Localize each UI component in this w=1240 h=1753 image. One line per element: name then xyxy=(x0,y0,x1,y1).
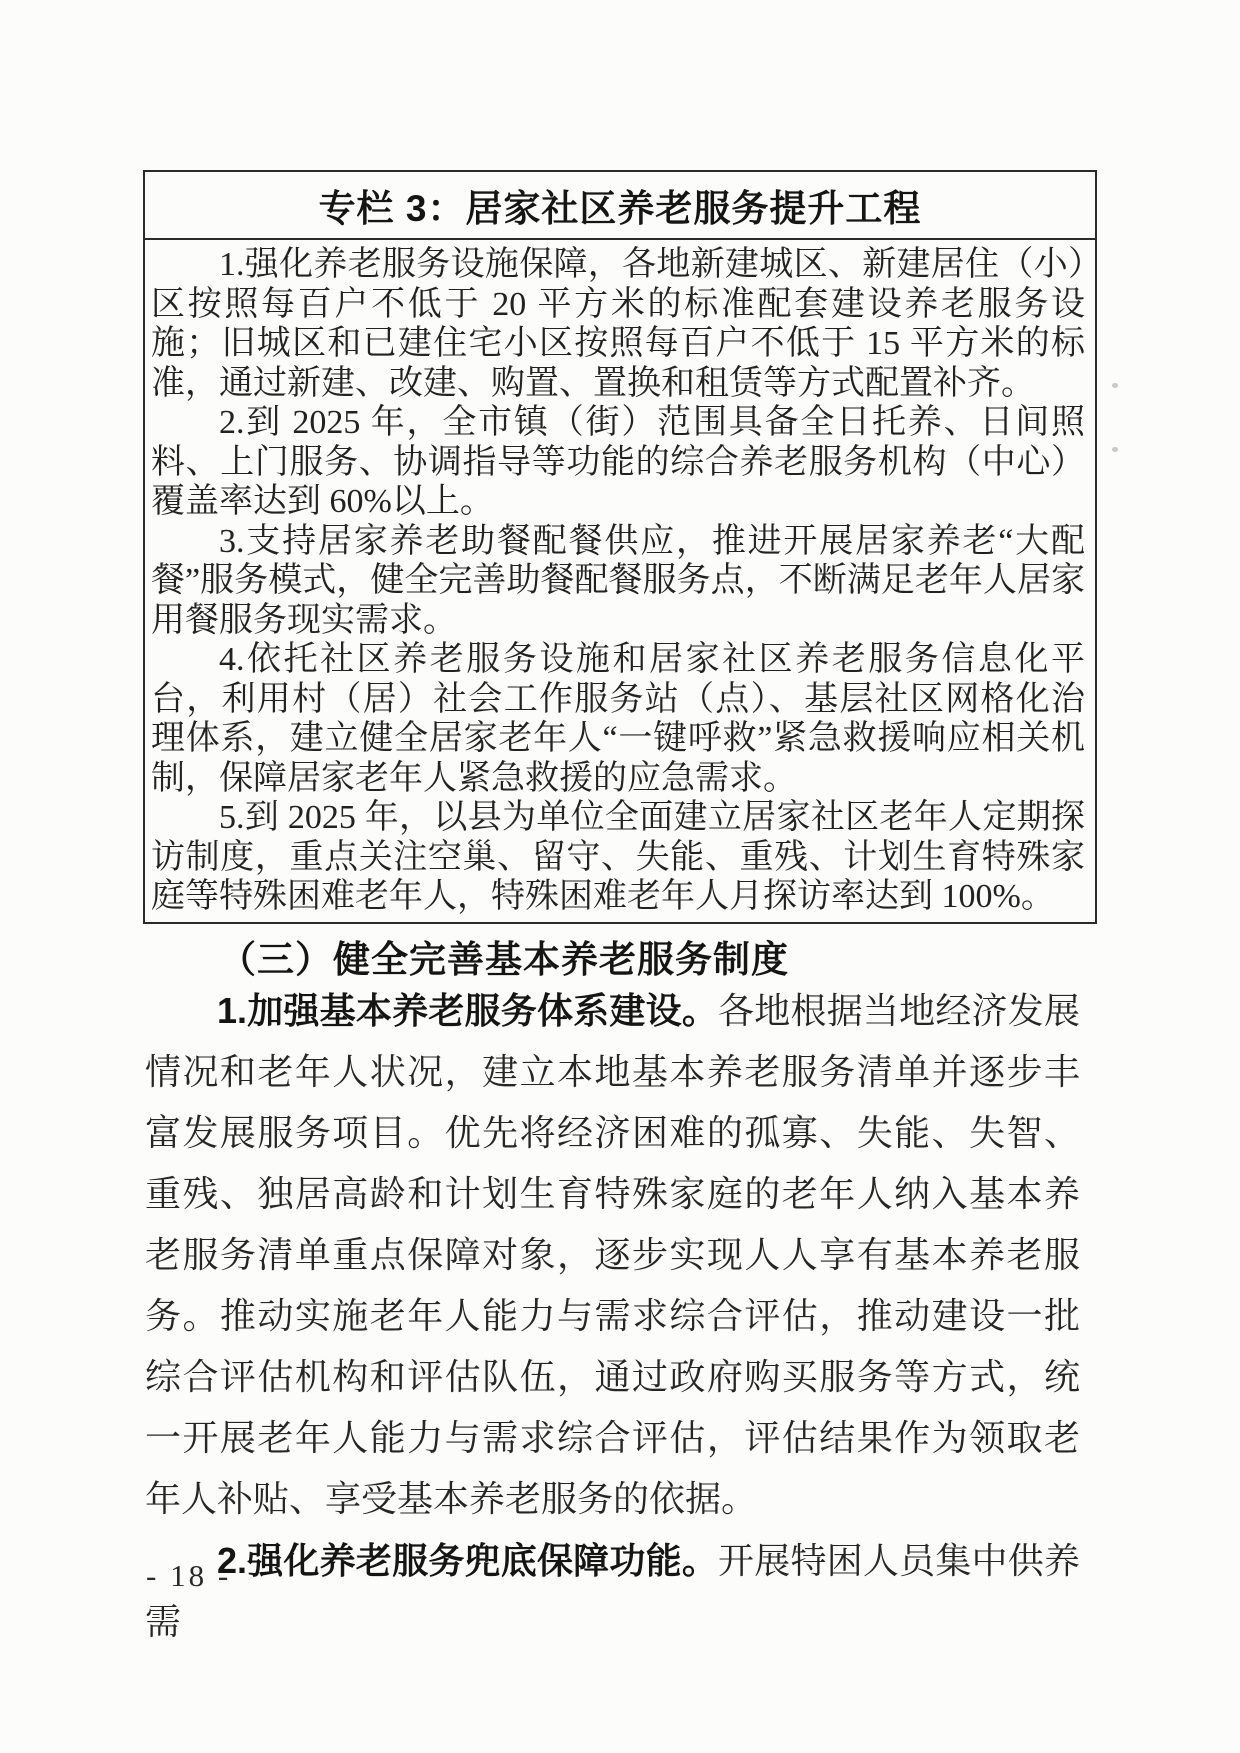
column-3-box-title: 专栏 3：居家社区养老服务提升工程 xyxy=(145,172,1095,240)
column-3-box xyxy=(143,170,1097,924)
page-number: - 18 - xyxy=(146,1558,232,1593)
box-paragraph-4: 4.依托社区养老服务设施和居家社区养老服务信息化平台，利用村（居）社会工作服务站（点）、基层社区网格化治理体系，建立健全居家老年人“一键呼救”紧急救援响应相关机制，保障居家老年人紧急救援的应急需求。 xyxy=(151,641,1085,797)
scan-speck xyxy=(1112,383,1118,388)
box-paragraph-3: 3.支持居家养老助餐配餐供应，推进开展居家养老“大配餐”服务模式，健全完善助餐配餐服务点，不断满足老年人居家用餐服务现实需求。 xyxy=(151,522,1085,639)
body-paragraph-2 xyxy=(145,1530,1080,1653)
section-heading: （三）健全完善基本养老服务制度 xyxy=(219,939,789,980)
body-paragraph-2-lead: 2.强化养老服务兜底保障功能。 xyxy=(217,1540,719,1581)
body-paragraph-1-lead: 1.加强基本养老服务体系建设。 xyxy=(217,990,719,1031)
body-paragraph-1-text: 各地根据当地经济发展情况和老年人状况，建立本地基本养老服务清单并逐步丰富发展服务项目。优先将经济困难的孤寡、失能、失智、重残、独居高龄和计划生育特殊家庭的老年人纳入基本养老服务清单重点保障对象，逐步实现人人享有基本养老服务。推动实施老年人能力与需求综合评估，推动建设一批综合评估机构和评估队伍，通过政府购买服务等方式，统一开展老年人能力与需求综合评估，评估结果作为领取老年人补贴、享受基本养老服务的依据。 xyxy=(145,991,1080,1519)
box-paragraph-2: 2.到 2025 年，全市镇（街）范围具备全日托养、日间照料、上门服务、协调指导等功能的综合养老服务机构（中心）覆盖率达到 60%以上。 xyxy=(151,404,1085,520)
box-paragraph-1: 1.强化养老服务设施保障，各地新建城区、新建居住（小）区按照每百户不低于 20 平方米的标准配套建设养老服务设施；旧城区和已建住宅小区按照每百户不低于 15 平方米的标准，通过新建、改建、购置、置换和租赁等方式配置补齐。 xyxy=(151,246,1085,402)
body-text xyxy=(145,980,1080,1653)
body-paragraph-1 xyxy=(145,980,1080,1530)
body-paragraph-2-text: 开展特困人员集中供养需 xyxy=(145,1541,1080,1642)
column-3-box-body xyxy=(145,240,1095,922)
scan-speck xyxy=(1112,447,1118,452)
box-paragraph-5: 5.到 2025 年，以县为单位全面建立居家社区老年人定期探访制度，重点关注空巢、留守、失能、重残、计划生育特殊家庭等特殊困难老年人，特殊困难老年人月探访率达到 100%。 xyxy=(151,799,1085,915)
